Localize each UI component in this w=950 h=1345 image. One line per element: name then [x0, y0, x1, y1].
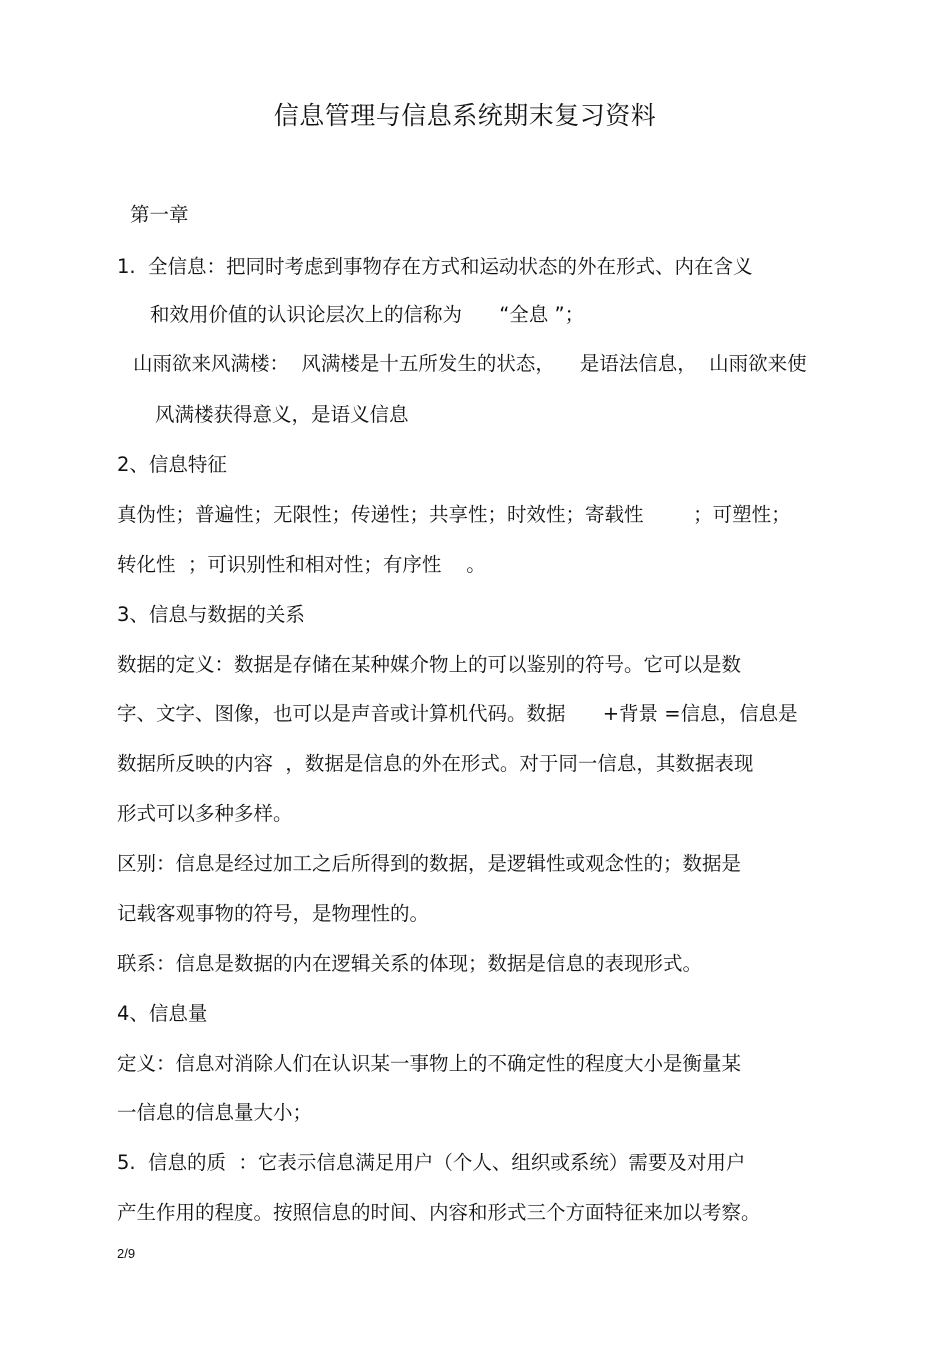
paragraph-line: 数据所反映的内容 ，数据是信息的外在形式。对于同一信息，其数据表现	[117, 752, 754, 775]
paragraph-line: 联系：信息是数据的内在逻辑关系的体现；数据是信息的表现形式。	[117, 952, 703, 975]
section-heading: 4、信息量	[117, 1002, 208, 1025]
paragraph-line: 山雨欲来风满楼： 风满楼是十五所发生的状态， 是语法信息， 山雨欲来使	[133, 352, 807, 375]
paragraph-line: 真伪性；普遍性；无限性；传递性；共享性；时效性；寄载性 ；可塑性；	[117, 503, 791, 526]
paragraph-line: 数据的定义：数据是存储在某种媒介物上的可以鉴别的符号。它可以是数	[117, 653, 742, 676]
paragraph-line: 转化性 ；可识别性和相对性；有序性 。	[117, 553, 486, 576]
paragraph-line: 一信息的信息量大小；	[117, 1101, 313, 1124]
paragraph-line: 记载客观事物的符号，是物理性的。	[117, 902, 430, 925]
paragraph-line: 产生作用的程度。按照信息的时间、内容和形式三个方面特征来加以考察。	[117, 1201, 761, 1224]
paragraph-line: 和效用价值的认识论层次上的信称为 “全息 ”；	[150, 303, 585, 326]
paragraph-line: 5. 信息的质 ：它表示信息满足用户（个人、组织或系统）需要及对用户	[117, 1151, 746, 1174]
paragraph-line: 区别：信息是经过加工之后所得到的数据，是逻辑性或观念性的；数据是	[117, 852, 742, 875]
chapter-heading: 第一章	[130, 203, 189, 226]
section-heading: 2、信息特征	[117, 453, 227, 476]
page-number: 2/9	[117, 1246, 136, 1261]
paragraph-line: 定义：信息对消除人们在认识某一事物上的不确定性的程度大小是衡量某	[117, 1052, 742, 1075]
document-title: 信息管理与信息系统期末复习资料	[273, 101, 657, 130]
paragraph-line: 风满楼获得意义，是语义信息	[155, 403, 409, 426]
paragraph-line: 1. 全信息：把同时考虑到事物存在方式和运动状态的外在形式、内在含义	[117, 255, 753, 278]
section-heading: 3、信息与数据的关系	[117, 603, 305, 626]
paragraph-line: 形式可以多种多样。	[117, 802, 293, 825]
paragraph-line: 字、文字、图像，也可以是声音或计算机代码。数据 +背景 =信息，信息是	[117, 702, 798, 725]
